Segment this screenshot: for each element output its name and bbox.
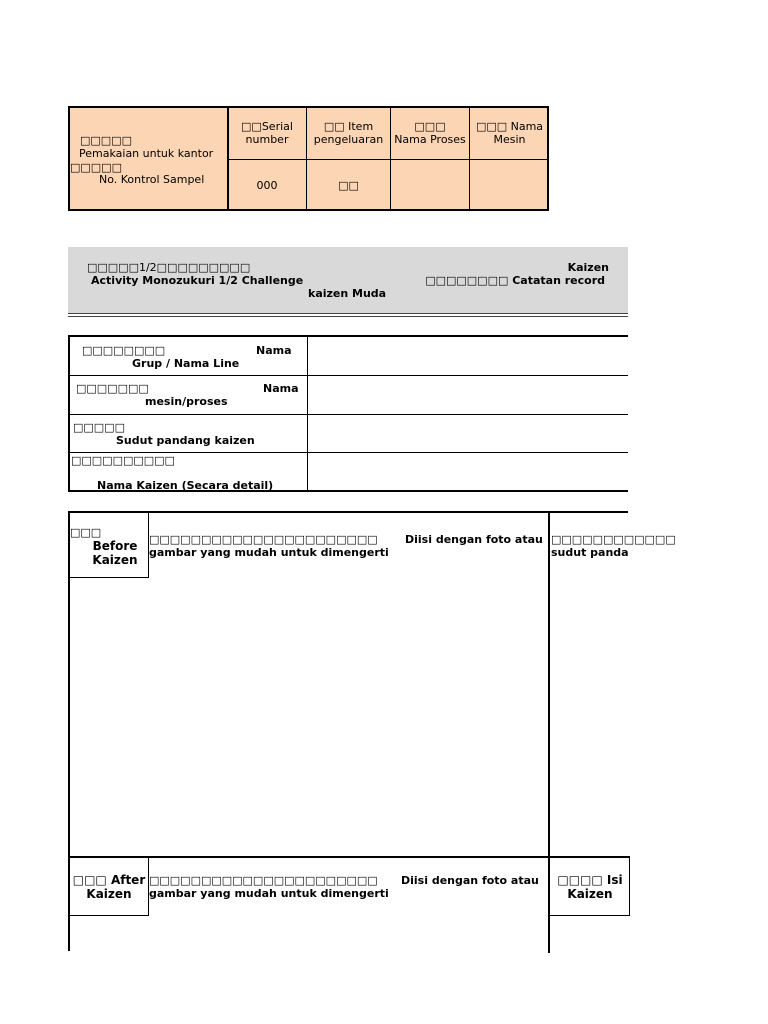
machine-process-label: mesin/proses [145, 395, 228, 408]
serial-number-header [228, 120, 306, 146]
info-table [68, 335, 628, 492]
after-hint-jp: □□□□□□□□□□□□□□□□□□□□□□ [149, 874, 378, 887]
before-side-text: sudut panda [551, 546, 629, 559]
kaizen-name-jp: □□□□□□□□□□ [71, 454, 175, 467]
before-side-jp: □□□□□□□□□□□□ [551, 533, 676, 546]
process-name-header-label: Nama Proses [394, 133, 466, 146]
office-use-jp: □□□□□ [80, 134, 132, 147]
process-name-header-jp: □□□ [414, 120, 446, 133]
process-name-header [391, 120, 469, 146]
expense-item-header [307, 120, 390, 146]
machine-process-label-a: Nama [263, 382, 299, 395]
expense-item-value[interactable]: □□ [338, 179, 359, 192]
kaizen-name-field[interactable] [314, 464, 624, 480]
group-line-field[interactable] [314, 349, 624, 365]
group-line-label-a: Nama [256, 344, 292, 357]
group-line-jp: □□□□□□□□ [82, 344, 166, 357]
kaizen-viewpoint-label: Sudut pandang kaizen [116, 434, 255, 447]
serial-number-header-label: Serial number [245, 120, 293, 146]
after-kaizen-jp: □□□ [72, 873, 107, 887]
banner-record-jp: □□□□□□□□ [425, 274, 509, 287]
office-use-label: Pemakaian untuk kantor [79, 147, 214, 160]
kaizen-content-label-box [548, 857, 630, 916]
before-hint-right: Diisi dengan foto atau [405, 533, 543, 546]
machine-name-header-jp: □□□ [475, 120, 508, 133]
before-kaizen-label: Before Kaizen [92, 539, 138, 567]
machine-process-jp: □□□□□□□ [76, 382, 149, 395]
divider [548, 513, 550, 857]
before-after-area [68, 511, 676, 951]
banner-title-jp: □□□□□1/2□□□□□□□□□ [87, 261, 251, 274]
machine-name-header-label: Nama Mesin [493, 120, 544, 146]
serial-number-value[interactable]: 000 [256, 179, 278, 192]
kaizen-viewpoint-field[interactable] [314, 426, 624, 442]
banner-record-label: Catatan record [512, 274, 605, 287]
before-photo-area[interactable] [72, 581, 546, 851]
divider [228, 159, 547, 160]
divider [68, 316, 628, 317]
kaizen-viewpoint-jp: □□□□□ [73, 421, 125, 434]
after-kaizen-label [70, 873, 148, 901]
control-table [68, 106, 549, 211]
sample-control-jp: □□□□□ [70, 161, 122, 174]
kaizen-name-label: Nama Kaizen (Secara detail) [97, 479, 274, 492]
banner-record [425, 274, 605, 287]
after-photo-area[interactable] [72, 918, 546, 951]
before-hint-jp: □□□□□□□□□□□□□□□□□□□□□□ [149, 533, 378, 546]
banner-title: Activity Monozukuri 1/2 Challenge [91, 274, 304, 287]
after-kaizen-label-box [69, 857, 149, 916]
divider [70, 375, 628, 376]
expense-item-header-label: Item pengeluaran [313, 120, 384, 146]
divider [68, 313, 628, 314]
after-kaizen-text: After Kaizen [86, 873, 146, 901]
divider [70, 414, 628, 415]
machine-name-header [470, 120, 549, 146]
kaizen-content-text: Isi Kaizen [567, 873, 623, 901]
before-kaizen-jp: □□□ [70, 526, 102, 539]
divider [70, 452, 628, 453]
serial-number-header-jp: □□ [241, 120, 262, 133]
after-hint-line2: gambar yang mudah untuk dimengerti [149, 887, 389, 900]
group-line-label: Grup / Nama Line [132, 357, 240, 370]
divider [70, 856, 630, 858]
machine-process-field[interactable] [314, 387, 624, 403]
expense-item-header-jp: □□ [323, 120, 345, 133]
before-hint-line2: gambar yang mudah untuk dimengerti [149, 546, 389, 559]
kaizen-content-label [550, 873, 630, 901]
kaizen-content-jp: □□□□ [557, 873, 603, 887]
sample-control-label: No. Kontrol Sampel [99, 173, 205, 186]
after-hint-right: Diisi dengan foto atau [401, 874, 539, 887]
activity-banner [68, 247, 628, 313]
divider [548, 916, 550, 953]
banner-subtitle: kaizen Muda [308, 287, 387, 300]
before-kaizen-label-box [69, 512, 149, 578]
banner-kaizen: Kaizen [567, 261, 609, 274]
